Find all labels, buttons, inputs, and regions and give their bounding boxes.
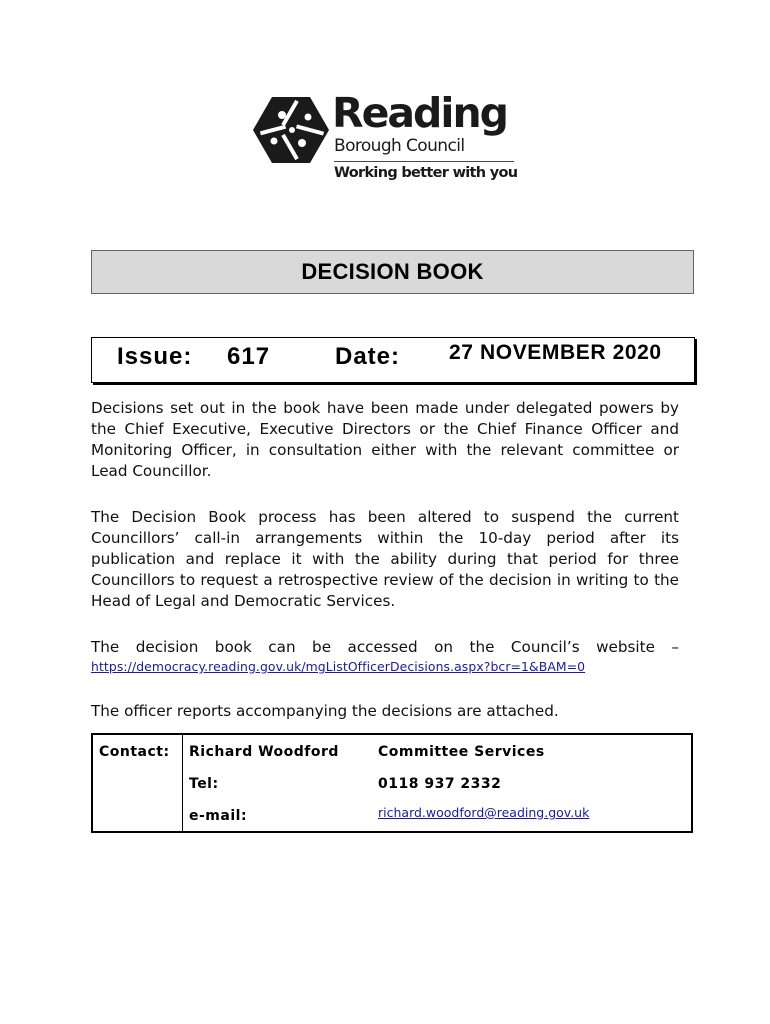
council-logo [252, 89, 522, 190]
tel-value: 0118 937 2332 [378, 776, 502, 792]
contact-label: Contact: [99, 744, 170, 760]
tel-label: Tel: [189, 776, 219, 792]
website-text: The decision book can be accessed on the Council’s website – [91, 638, 679, 656]
contact-name: Richard Woodford [189, 744, 339, 760]
issue-date-box [91, 337, 695, 383]
date-value: 27 NOVEMBER 2020 [449, 341, 662, 364]
reports-paragraph: The officer reports accompanying the decisions are attached. [91, 702, 559, 720]
email-link[interactable]: richard.woodford@reading.gov.uk [378, 805, 590, 820]
contact-table [91, 733, 693, 833]
intro-paragraph: Decisions set out in the book have been made under delegated powers by the Chief Executive, Executive Directors or the Chief Finance Officer and Monitoring Officer, in consultation either with the relevant committee or Lead Councillor. [91, 399, 679, 480]
logo-divider [334, 161, 514, 162]
title-banner [91, 250, 694, 294]
contact-department: Committee Services [378, 744, 545, 760]
issue-number: 617 [227, 343, 271, 370]
issue-label: Issue: [117, 343, 193, 370]
page-title: DECISION BOOK [301, 259, 484, 284]
logo-subtitle: Borough Council [334, 136, 465, 156]
contact-divider [182, 735, 183, 831]
logo-wordmark: Reading [332, 89, 507, 137]
email-label: e-mail: [189, 808, 248, 824]
website-paragraph [91, 637, 679, 676]
date-label: Date: [335, 343, 401, 370]
decision-book-link[interactable]: https://democracy.reading.gov.uk/mgListOfficerDecisions.aspx?bcr=1&BAM=0 [91, 659, 586, 674]
jigsaw-hexagon-logo-icon [252, 95, 330, 165]
logo-tagline: Working better with you [334, 165, 518, 181]
call-in-paragraph: The Decision Book process has been altered to suspend the current Councillors’ call-in arrangements within the 10-day period after its publication and replace it with the ability during that period for three Councillors to request a retrospective review of the decision in writing to the Head of Legal and Democratic Services. [91, 508, 679, 610]
